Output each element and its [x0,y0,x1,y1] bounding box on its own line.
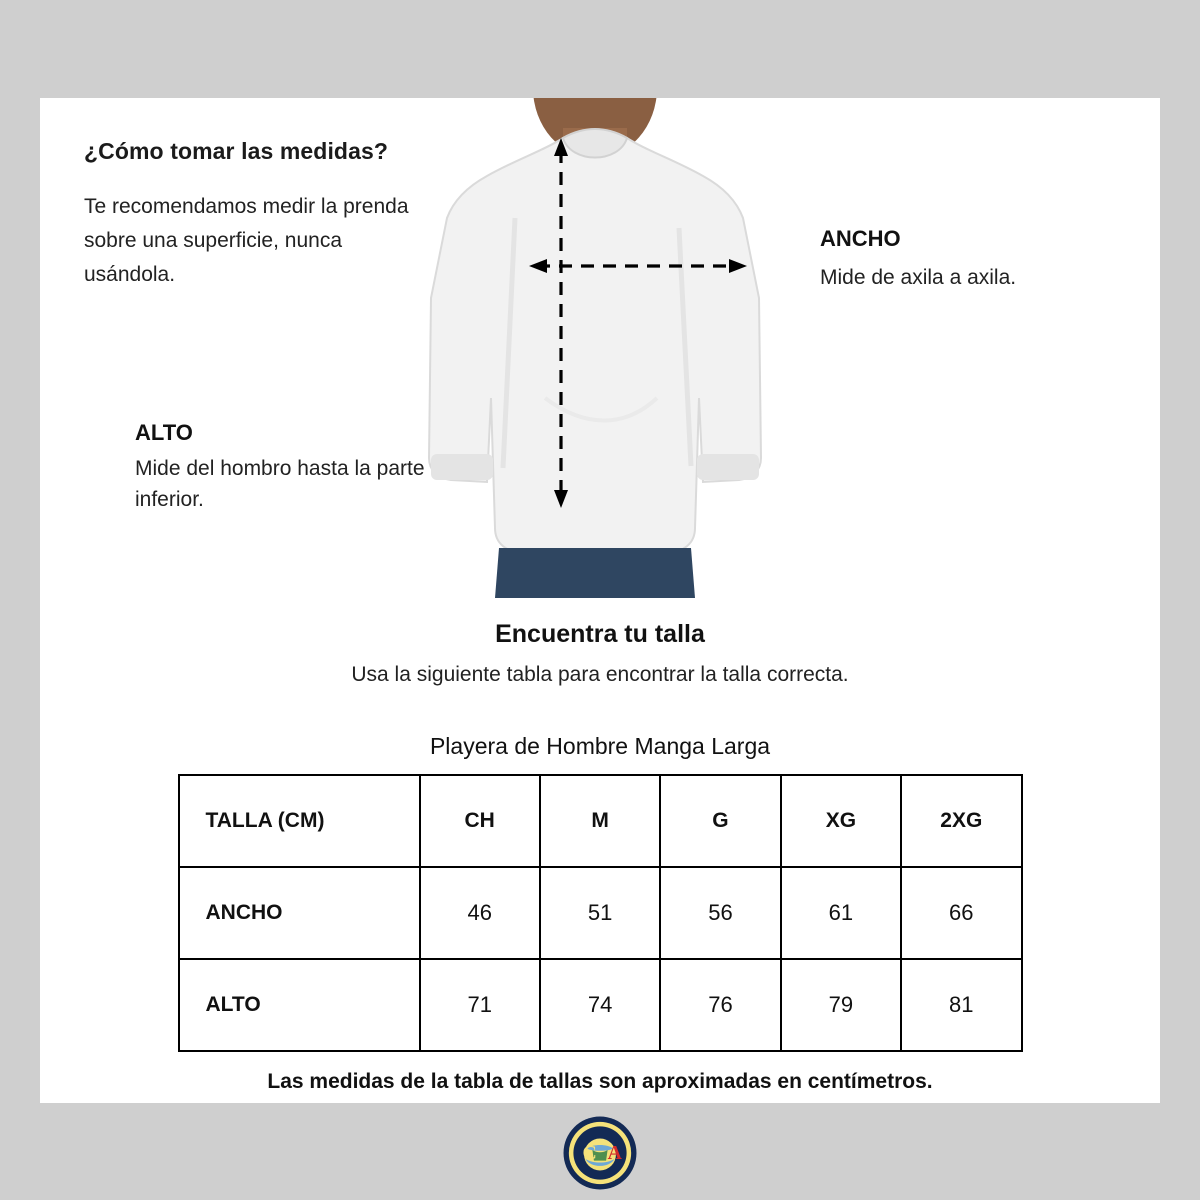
cell-ancho-g: 56 [660,867,780,959]
cell-alto-xg: 79 [781,959,901,1051]
crest-letter-c: C [582,1142,597,1165]
cell-ancho-ch: 46 [420,867,540,959]
size-table-title: Playera de Hombre Manga Larga [429,733,771,759]
size-table-note: Las medidas de la tabla de tallas son aproximadas en centímetros. [267,1070,933,1093]
club-logo [40,1115,1160,1191]
cell-alto-2xg: 81 [901,959,1021,1051]
shirt-diagram-svg [395,98,795,598]
cell-alto-g: 76 [660,959,780,1051]
row-label-alto: ALTO [179,959,420,1051]
ancho-callout-label: ANCHO [820,226,901,251]
shirt-illustration [395,98,795,598]
table-row [179,867,1022,959]
size-guide-card [40,98,1160,1165]
table-header-ch: CH [420,775,540,867]
alto-callout-label: ALTO [135,420,193,445]
howto-body: Te recomendamos medir la prenda sobre una superficie, nunca usándola. [84,195,409,286]
table-header-talla: TALLA (CM) [179,775,420,867]
howto-title: ¿Cómo tomar las medidas? [84,138,389,164]
alto-callout-description: Mide del hombro hasta la parte inferior. [135,457,425,511]
find-size-subheading: Usa la siguiente tabla para encontrar la talla correcta. [351,663,849,686]
cell-alto-m: 74 [540,959,660,1051]
table-header-2xg: 2XG [901,775,1021,867]
find-size-heading: Encuentra tu talla [495,620,705,648]
ancho-callout-description: Mide de axila a axila. [820,266,1017,289]
table-header-row [179,775,1022,867]
table-header-xg: XG [781,775,901,867]
table-header-g: G [660,775,780,867]
crest-letter-a: A [607,1142,622,1165]
table-row [179,959,1022,1051]
measurement-instructions-area [40,98,1160,618]
club-america-crest-icon [562,1115,638,1191]
cell-ancho-2xg: 66 [901,867,1021,959]
cell-ancho-xg: 61 [781,867,901,959]
row-label-ancho: ANCHO [179,867,420,959]
cell-alto-ch: 71 [420,959,540,1051]
size-table [178,774,1023,1052]
cell-ancho-m: 51 [540,867,660,959]
table-header-m: M [540,775,660,867]
